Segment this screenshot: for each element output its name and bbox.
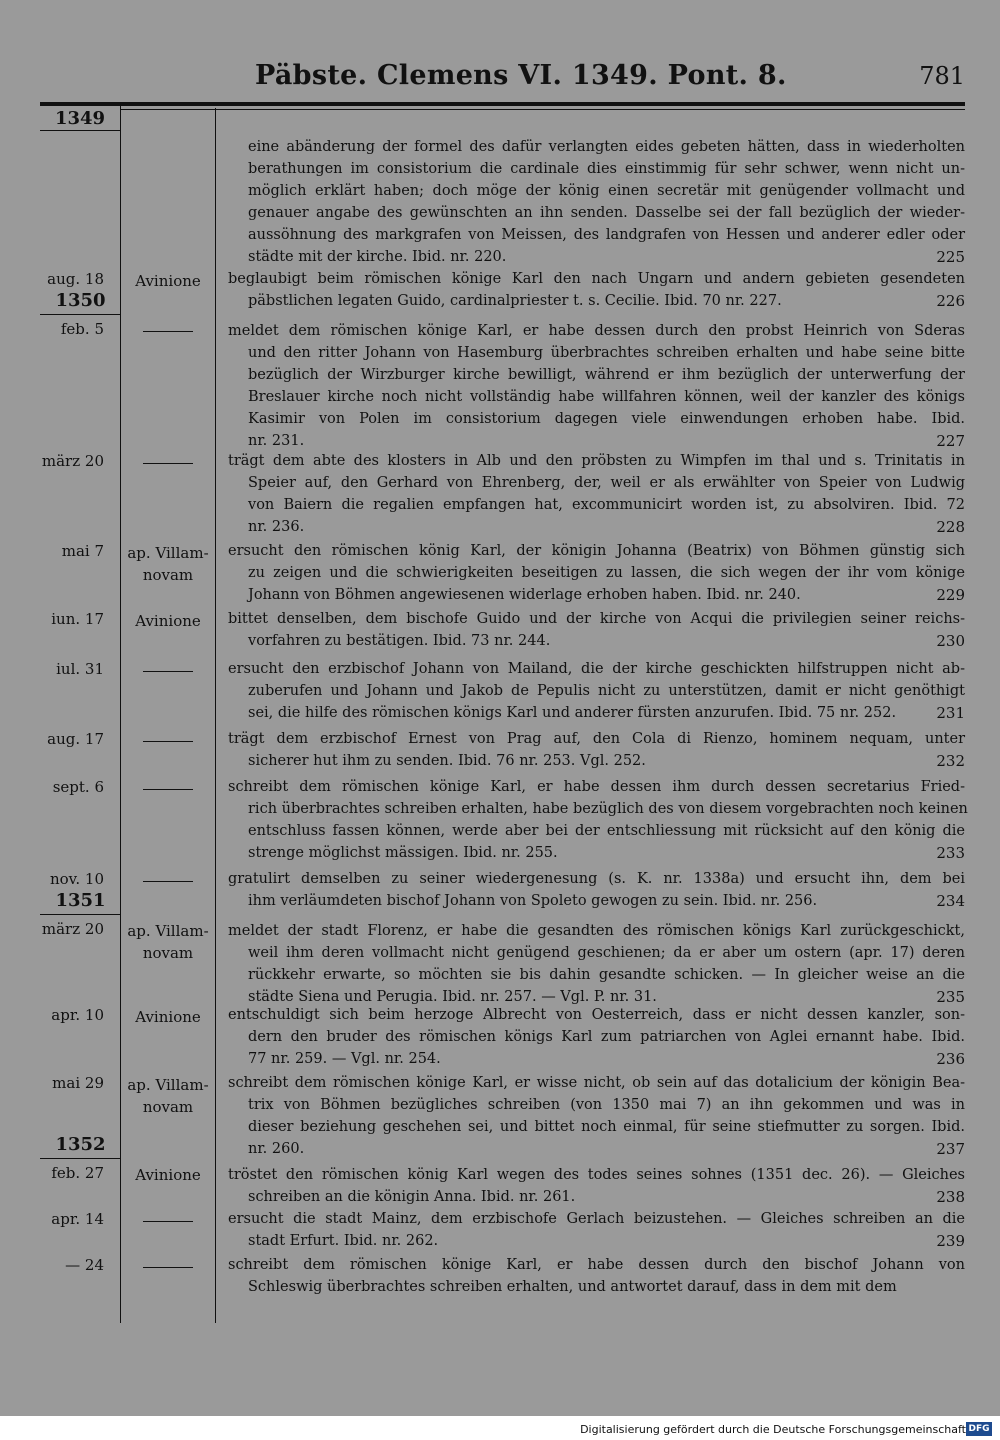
entry-text — [228, 1072, 965, 1160]
text-line: meldet der stadt Florenz, er habe die gesandten des römischen königs Karl zurückgeschickt, — [228, 923, 965, 939]
entry-text — [228, 1254, 965, 1298]
text-line: ersucht den römischen könig Karl, der königin Johanna (Beatrix) von Böhmen günstig sich — [228, 543, 965, 559]
regest-number: 235 — [936, 988, 965, 1006]
entry-text — [228, 728, 965, 772]
text-line: Johann von Böhmen angewiesenen widerlage erhoben haben. Ibid. nr. 240. — [248, 587, 801, 603]
footer-strip — [0, 1416, 1000, 1440]
year-rule — [40, 314, 121, 315]
entry-date: iun. 17 — [51, 610, 104, 628]
entry-text — [228, 1004, 965, 1070]
entry-date: apr. 14 — [51, 1210, 104, 1228]
year-rule — [40, 1158, 121, 1159]
text-line: entschuldigt sich beim herzoge Albrecht von Oesterreich, dass er nicht dessen kanzler, son- — [228, 1007, 965, 1023]
text-line: von Baiern die regalien empfangen hat, excommunicirt worden ist, zu absolviren. Ibid. 72 — [248, 497, 965, 513]
ditto-dash — [143, 331, 193, 332]
regest-number: 234 — [936, 892, 965, 910]
text-line: zu zeigen und die schwierigkeiten beseitigen zu lassen, die sich wegen der ihr vom könige — [248, 565, 965, 581]
text-line: dieser beziehung geschehen sei, und bittet noch einmal, für seine stiefmutter zu sorgen. Ibid. — [248, 1119, 965, 1135]
ditto-dash — [143, 789, 193, 790]
text-line: ersucht die stadt Mainz, dem erzbischofe Gerlach beizustehen. — Gleiches schreiben an die — [228, 1211, 965, 1227]
entry-text — [228, 1208, 965, 1252]
text-line: Speier auf, den Gerhard von Ehrenberg, der, weil er als erwählter von Speier von Ludwig — [248, 475, 965, 491]
regest-number: 230 — [936, 632, 965, 650]
regest-number: 231 — [936, 704, 965, 722]
text-line: aussöhnung des markgrafen von Meissen, des landgrafen von Hessen und anderer edler oder — [248, 227, 965, 243]
entry-date: aug. 18 — [47, 270, 104, 288]
text-line: städte Siena und Perugia. Ibid. nr. 257. — Vgl. P. nr. 31. — [248, 989, 657, 1005]
text-line: ersucht den erzbischof Johann von Mailand, die der kirche geschickten hilfstruppen nicht ab- — [228, 661, 965, 677]
text-line: zuberufen und Johann und Jakob de Pepulis nicht zu unterstützen, damit er nicht genöthigt — [248, 683, 965, 699]
ditto-dash — [143, 741, 193, 742]
digitization-credit: Digitalisierung gefördert durch die Deutsche Forschungsgemeinschaft — [580, 1423, 966, 1436]
text-line: nr. 231. — [248, 433, 305, 449]
page-number: 781 — [919, 62, 965, 90]
entry-text — [228, 268, 965, 312]
text-line: vorfahren zu bestätigen. Ibid. 73 nr. 244. — [248, 633, 551, 649]
text-line: ihm verläumdeten bischof Johann von Spoleto gewogen zu sein. Ibid. nr. 256. — [248, 893, 818, 909]
ditto-dash — [143, 463, 193, 464]
text-line: gratulirt demselben zu seiner wiedergenesung (s. K. nr. 1338a) und ersucht ihn, dem bei — [228, 871, 965, 887]
text-line: rückkehr erwarte, so möchten sie bis dahin gesandte schicken. — In gleicher weise an die — [248, 967, 965, 983]
text-line: Breslauer kirche noch nicht vollständig habe willfahren können, weil der kanzler des königs — [248, 389, 965, 405]
entry-date: mai 29 — [52, 1074, 104, 1092]
entry-place: Avinione — [135, 272, 201, 290]
entry-date: mai 7 — [61, 542, 104, 560]
text-line: sei, die hilfe des römischen königs Karl und anderer fürsten anzurufen. Ibid. 75 nr. 252. — [248, 705, 897, 721]
dfg-logo: DFG — [966, 1422, 992, 1436]
entry-date: sept. 6 — [52, 778, 104, 796]
text-line: schreibt dem römischen könige Karl, er habe dessen ihm durch dessen secretarius Fried- — [228, 779, 965, 795]
text-line: Kasimir von Polen im consistorium dagegen viele einwendungen erhoben habe. Ibid. — [248, 411, 965, 427]
text-line: sicherer hut ihm zu senden. Ibid. 76 nr. 253. Vgl. 252. — [248, 753, 646, 769]
regest-number: 233 — [936, 844, 965, 862]
text-line: und den ritter Johann von Hasemburg überbrachtes schreiben erhalten und habe seine bitte — [248, 345, 965, 361]
regest-number: 225 — [936, 248, 965, 266]
entry-text — [228, 1164, 965, 1208]
regest-number: 227 — [936, 432, 965, 450]
ditto-dash — [143, 1267, 193, 1268]
entry-date: aug. 17 — [47, 730, 104, 748]
text-line: nr. 260. — [248, 1141, 305, 1157]
entry-date: märz 20 — [41, 452, 104, 470]
text-line: schreibt dem römischen könige Karl, er habe dessen durch den bischof Johann von — [228, 1257, 965, 1273]
text-line: stadt Erfurt. Ibid. nr. 262. — [248, 1233, 439, 1249]
text-line: trägt dem abte des klosters in Alb und den pröbsten zu Wimpfen im thal und s. Trinitatis in — [228, 453, 965, 469]
text-line: rich überbrachtes schreiben erhalten, habe bezüglich des von diesem vorgebrachten noch keinen — [248, 801, 968, 817]
text-line: trägt dem erzbischof Ernest von Prag auf, den Cola di Rienzo, hominem nequam, unter — [228, 731, 965, 747]
entry-text — [228, 608, 965, 652]
text-line: berathungen im consistorium die cardinale dies einstimmig für sehr schwer, wenn nicht un- — [248, 161, 965, 177]
year-initial: 1349 — [40, 106, 121, 130]
text-line: städte mit der kirche. Ibid. nr. 220. — [248, 249, 507, 265]
entry-date: nov. 10 — [49, 870, 104, 888]
text-line: eine abänderung der formel des dafür verlangten eides gebeten hätten, dass in wiederholten — [248, 139, 965, 155]
year-rule — [40, 914, 121, 915]
text-line: tröstet den römischen könig Karl wegen des todes seines sohnes (1351 dec. 26). — Gleiches — [228, 1167, 965, 1183]
entry-text — [228, 776, 968, 864]
text-line: weil ihm deren vollmacht nicht genügend geschienen; da er aber um ostern (apr. 17) deren — [248, 945, 965, 961]
text-line: schreiben an die königin Anna. Ibid. nr. 261. — [248, 1189, 576, 1205]
text-line: strenge möglichst mässigen. Ibid. nr. 255. — [248, 845, 558, 861]
text-line: bittet denselben, dem bischofe Guido und der kirche von Acqui die privilegien seiner reichs- — [228, 611, 965, 627]
text-line: möglich erklärt haben; doch möge der könig einen secretär mit genügender vollmacht und — [248, 183, 965, 199]
ditto-dash — [143, 1221, 193, 1222]
year-heading: 1350 — [55, 290, 106, 311]
text-line: genauer angabe des gewünschten an ihn senden. Dasselbe sei der fall bezüglich der wieder- — [248, 205, 965, 221]
text-line: beglaubigt beim römischen könige Karl den nach Ungarn und andern gebieten gesendeten — [228, 271, 965, 287]
year-heading: 1351 — [55, 890, 106, 911]
text-line: päbstlichen legaten Guido, cardinalpriester t. s. Cecilie. Ibid. 70 nr. 227. — [248, 293, 782, 309]
entry-place: Avinione — [135, 1008, 201, 1026]
regest-number: 229 — [936, 586, 965, 604]
entry-text — [228, 658, 965, 724]
entry-date: iul. 31 — [56, 660, 104, 678]
ditto-dash — [143, 881, 193, 882]
text-line: 77 nr. 259. — Vgl. nr. 254. — [248, 1051, 441, 1067]
regest-number: 236 — [936, 1050, 965, 1068]
entry-text — [248, 136, 965, 268]
entry-place: Avinione — [135, 612, 201, 630]
text-line: dern den bruder des römischen königs Karl zum patriarchen von Aglei ernannt habe. Ibid. — [248, 1029, 965, 1045]
entry-date: märz 20 — [41, 920, 104, 938]
entry-text — [228, 868, 965, 912]
entry-text — [228, 320, 965, 452]
text-line: entschluss fassen können, werde aber bei der entschliessung mit rücksicht auf den könig die — [248, 823, 965, 839]
entry-place: Avinione — [135, 1166, 201, 1184]
text-line: nr. 236. — [248, 519, 305, 535]
text-line: Schleswig überbrachtes schreiben erhalten, und antwortet darauf, dass in dem mit dem — [248, 1279, 897, 1295]
regest-number: 237 — [936, 1140, 965, 1158]
entry-text — [228, 920, 965, 1008]
text-line: bezüglich der Wirzburger kirche bewilligt, während er ihm bezüglich der unterwerfung der — [248, 367, 965, 383]
entry-date: — 24 — [65, 1256, 104, 1274]
running-title: Päbste. Clemens VI. 1349. Pont. 8. — [255, 60, 787, 91]
text-line: schreibt dem römischen könige Karl, er wisse nicht, ob sein auf das dotalicium der königin Bea- — [228, 1075, 965, 1091]
regest-number: 239 — [936, 1232, 965, 1250]
regest-number: 232 — [936, 752, 965, 770]
entry-date: apr. 10 — [51, 1006, 104, 1024]
entry-text — [228, 540, 965, 606]
text-line: trix von Böhmen bezügliches schreiben (von 1350 mai 7) an ihn gekommen und was in — [248, 1097, 965, 1113]
entry-date: feb. 5 — [60, 320, 104, 338]
text-line: meldet dem römischen könige Karl, er habe dessen durch den probst Heinrich von Sderas — [228, 323, 965, 339]
regest-number: 228 — [936, 518, 965, 536]
entry-place: ap. Villam- novam — [127, 1076, 209, 1116]
regest-number: 238 — [936, 1188, 965, 1206]
entry-date: feb. 27 — [51, 1164, 104, 1182]
entry-text — [228, 450, 965, 538]
regest-number: 226 — [936, 292, 965, 310]
entry-place: ap. Villam- novam — [127, 544, 209, 584]
ditto-dash — [143, 671, 193, 672]
year-heading: 1352 — [55, 1134, 106, 1155]
entry-place: ap. Villam- novam — [127, 922, 209, 962]
